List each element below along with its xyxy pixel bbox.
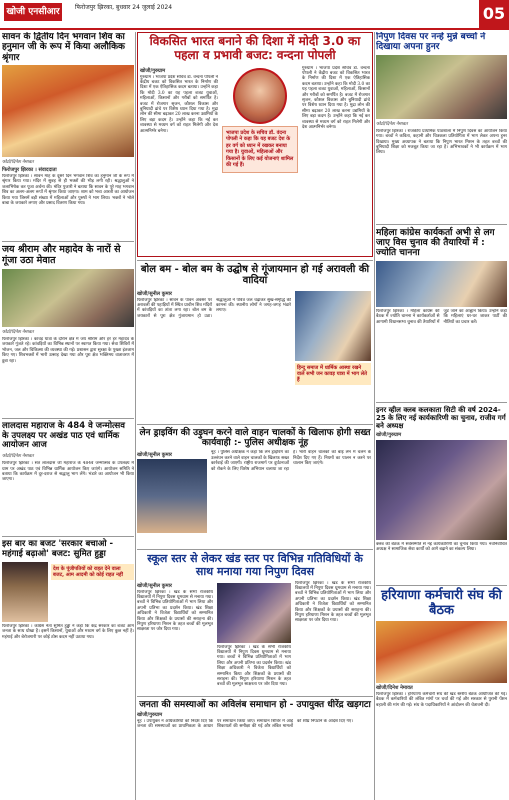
article-body-continued: फिरोजपुर झिरका । खंड के सभी राजकीय विद्यालयों में निपुण दिवस धूमधाम से मनाया गया। बच्चों ने विभिन्न प्रतियोगिताओं में भाग लिया और अपनी प्रतिभा का प्रदर्शन किया। खंड शिक्षा अधिकारी ने विजेता विद्यार्थियों को सम्मानित किया और शिक्षकों के प्रयासों की सराहना की। निपुण हरियाणा मिशन के तहत बच्चों की मूलभूत साक्षरता पर जोर दिया गया। xyxy=(217,644,291,688)
headline: इनर व्हील क्लब कलकाता सिटी की वर्ष 2024-25 के लिए नई कार्यकारिणी का चुनाव, राजीव गर्ग बने अध्यक्ष xyxy=(376,405,506,430)
byline: खोजी/गुरुग्राम xyxy=(140,67,166,74)
pull-quote: हिन्दू समाज में धार्मिक आस्था रखने वाले सभी जन कावड़ यात्रा में भाग लेते हैं xyxy=(295,363,371,386)
officer-photo xyxy=(137,459,207,533)
masthead xyxy=(0,0,509,30)
headline: निपुण दिवस पर नन्हे मुन्ने बच्चों ने दिखाया अपना हुनर xyxy=(376,32,486,53)
photo-caption: फोटो/दिनेश नेमावत xyxy=(2,329,34,335)
news-photo xyxy=(217,583,291,643)
headline: जय श्रीराम और महादेव के नारों से गूंजा उठा मेवात xyxy=(2,244,121,266)
portrait-photo xyxy=(2,562,48,622)
divider xyxy=(137,696,373,697)
news-photo xyxy=(376,440,507,540)
byline: खोजी/सुनील कुमार xyxy=(137,582,172,589)
byline: फिरोजपुर झिरका । संवाददाता xyxy=(2,167,57,174)
article-body: नूंह । पुलिस अधीक्षक ने कहा कि लेन ड्राइविंग का उल्लंघन करने वाले वाहन चालकों के खिलाफ सख्त कार्रवाई की जाएगी। राष्ट्रीय राजमार्ग पर दुर्घटनाओं को रोकने के लिए विशेष अभियान चलाया जा रहा है। भारी वाहन चालकों को बाईं लेन में चलने के निर्देश दिए गए हैं। नियमों का पालन न करने पर चालान किए जाएंगे। xyxy=(211,450,371,472)
news-photo xyxy=(2,269,134,327)
divider xyxy=(2,241,134,242)
headline: जनता की समस्याओं का अविलंब समाधान हो - उपायुक्त धीरेंद्र खड़गटा xyxy=(139,699,371,710)
byline: खोजी/गुरुग्राम xyxy=(137,711,163,718)
pull-quote: देश के पूंजीपतियों को राहत देने वाला बजट, आम आदमी को कोई राहत नहीं xyxy=(51,564,134,581)
article-body: फिरोजपुर झिरका । संत लालदास जी महाराज के 484वें जन्मोत्सव के उपलक्ष्य में धाम पर अखंड पाठ एवं विभिन्न धार्मिक आयोजन किए जाएंगे। आयोजन समिति ने बताया कि कार्यक्रम में दूर-दराज से श्रद्धालु भाग लेंगे। भंडारे का आयोजन भी किया जाएगा। xyxy=(2,461,134,483)
article-body: क्लब की बैठक में सर्वसम्मति से नई कार्यकारिणी का चुनाव किया गया। नवनिर्वाचित अध्यक्ष ने सामाजिक सेवा कार्यों को आगे बढ़ाने का संकल्प लिया। xyxy=(376,541,507,553)
newspaper-logo: खोजी एनसीआर xyxy=(4,3,62,21)
column-center xyxy=(137,32,373,800)
divider xyxy=(376,585,507,586)
divider xyxy=(2,536,134,537)
divider xyxy=(137,549,373,550)
photo-caption: फोटो/दिनेश नेमावत xyxy=(2,160,34,166)
news-photo xyxy=(376,621,507,683)
divider xyxy=(137,424,373,425)
byline: खोजी/दिनेश नेमावत xyxy=(376,684,413,691)
headline: बोल बम - बोल बम के उद्घोष से गूंजायमान हो गई अरावली की वादियां xyxy=(140,263,370,287)
headline: विकसित भारत बनाने की दिशा में मोदी 3.0 का पहला व प्रभावी बजट: वन्दना पोपली xyxy=(149,34,361,62)
news-photo xyxy=(376,261,507,307)
divider xyxy=(376,402,507,403)
headline: लालदास महाराज के 484 वे जन्मोत्सव के उपलक्ष्य पर अखंड पाठ एवं धार्मिक आयोजन आज xyxy=(2,420,125,451)
article-body: फिरोजपुर झिरका । कांग्रेस नेता सुमित हुड्डा ने कहा कि केंद्र सरकार का बजट आम जनता के साथ धोखा है। इसमें किसानों, युवाओं और मध्यम वर्ग के लिए कुछ नहीं है। महंगाई और बेरोजगारी पर कोई ठोस कदम नहीं उठाया गया। xyxy=(2,623,134,640)
pull-quote: भाजपा प्रदेश के सचिव डॉ. वंदना पोपली ने कहा कि यह बजट देश के हर वर्ग को ध्यान में रखकर बनाया गया है। युवाओं, महिलाओं और किसानों के लिए कई योजनाएं शामिल की गई हैं। xyxy=(222,126,298,173)
article-body-continued: गुरुग्राम । भाजपा प्रदेश सचिव डॉ. वन्दना पोपली ने केंद्रीय बजट को विकसित भारत के निर्माण की दिशा में एक ऐतिहासिक कदम बताया। उन्होंने कहा कि मोदी 3.0 का यह पहला बजट युवाओं, महिलाओं, किसानों और गरीबों को समर्पित है। बजट में रोजगार सृजन, कौशल विकास और बुनियादी ढांचे पर विशेष ध्यान दिया गया है। मुद्रा लोन की सीमा बढ़ाकर 20 लाख करना उद्यमियों के लिए बड़ा कदम है। उन्होंने कहा कि नई कर व्यवस्था से मध्यम वर्ग को राहत मिलेगी और देश आत्मनिर्भर बनेगा। xyxy=(302,65,370,131)
lead-story xyxy=(137,32,373,257)
article-body: गुरुग्राम । भाजपा प्रदेश सचिव डॉ. वन्दना पोपली ने केंद्रीय बजट को विकसित भारत के निर्माण की दिशा में एक ऐतिहासिक कदम बताया। उन्होंने कहा कि मोदी 3.0 का यह पहला बजट युवाओं, महिलाओं, किसानों और गरीबों को समर्पित है। बजट में रोजगार सृजन, कौशल विकास और बुनियादी ढांचे पर विशेष ध्यान दिया गया है। मुद्रा लोन की सीमा बढ़ाकर 20 लाख करना उद्यमियों के लिए बड़ा कदम है। उन्होंने कहा कि नई कर व्यवस्था से मध्यम वर्ग को राहत मिलेगी और देश आत्मनिर्भर बनेगा। xyxy=(140,74,218,134)
byline: खोजी/गुरुग्राम xyxy=(376,431,402,438)
divider xyxy=(137,260,373,261)
issue-info: फिरोजपुर झिरका, बुधवार 24 जुलाई 2024 xyxy=(75,4,173,11)
article-body: फिरोजपुर झिरका । हरियाणा कर्मचारी संघ की खंड स्तरीय बैठक आयोजित की गई। बैठक में कर्मचारियों की लंबित मांगों पर चर्चा की गई और सरकार से पुरानी पेंशन बहाली की मांग की गई। संघ के पदाधिकारियों ने आंदोलन की चेतावनी दी। xyxy=(376,691,507,708)
article-body-continued: फिरोजपुर झिरका । खंड के सभी राजकीय विद्यालयों में निपुण दिवस धूमधाम से मनाया गया। बच्चों ने विभिन्न प्रतियोगिताओं में भाग लिया और अपनी प्रतिभा का प्रदर्शन किया। खंड शिक्षा अधिकारी ने विजेता विद्यार्थियों को सम्मानित किया और शिक्षकों के प्रयासों की सराहना की। निपुण हरियाणा मिशन के तहत बच्चों की मूलभूत साक्षरता पर जोर दिया गया। xyxy=(295,580,371,624)
byline: खोजी/सुनील कुमार xyxy=(137,452,172,459)
article-body: फिरोजपुर झिरका । सावन के पावन अवसर पर अरावली की पहाड़ियों में स्थित प्राचीन शिव मंदिरों में कांवड़ियों का तांता लगा रहा। बोल बम के जयकारों से पूरा क्षेत्र गुंजायमान हो उठा। श्रद्धालुओं ने पवित्र जल चढ़ाकर सुख-समृद्धि की कामना की। स्थानीय लोगों ने जगह-जगह भंडारे लगाए। xyxy=(137,297,291,319)
article-body: फिरोजपुर झिरका । कांवड़ यात्रा के दौरान क्षेत्र में जय श्रीराम और हर हर महादेव के जयकारे गूंजते रहे। कांवड़ियों का विभिन्न स्थानों पर स्वागत किया गया। सेवा शिविरों में भोजन, जल और चिकित्सा की व्यवस्था की गई। प्रशासन द्वारा सुरक्षा के पुख्ता इंतजाम किए गए। शिवभक्तों में भारी उत्साह देखा गया और पूरा क्षेत्र भक्तिमय वातावरण में डूबा रहा। xyxy=(2,336,134,364)
article-body: फिरोजपुर झिरका । सावन माह के दूसरे दिन भगवान शिव का हनुमान जी के रूप में श्रृंगार किया गया। मंदिर में सुबह से ही भक्तों की भीड़ लगी रही। श्रद्धालुओं ने जलाभिषेक कर पूजा अर्चना की। मंदिर पुजारी ने बताया कि सावन के पूरे माह भगवान शिव का अलग-अलग रूपों में श्रृंगार किया जाएगा। शाम को भव्य आरती का आयोजन किया गया जिसमें बड़ी संख्या में महिलाओं और पुरुषों ने भाग लिया। भक्तों ने भोले बाबा के जयकारे लगाए और प्रसाद वितरण किया गया। xyxy=(2,174,134,207)
article-body: फिरोजपुर झिरका । खंड के सभी राजकीय विद्यालयों में निपुण दिवस धूमधाम से मनाया गया। बच्चों ने विभिन्न प्रतियोगिताओं में भाग लिया और अपनी प्रतिभा का प्रदर्शन किया। खंड शिक्षा अधिकारी ने विजेता विद्यार्थियों को सम्मानित किया और शिक्षकों के प्रयासों की सराहना की। निपुण हरियाणा मिशन के तहत बच्चों की मूलभूत साक्षरता पर जोर दिया गया। xyxy=(137,589,213,633)
divider xyxy=(2,418,134,419)
column-rule xyxy=(374,32,375,800)
headline: हरियाणा कर्मचारी संघ की बैठक xyxy=(381,587,502,618)
news-photo xyxy=(295,291,371,361)
headline: लेन ड्राइविंग की उड़ुघन करने वाले वाहन चालकों के खिलाफ होगी सख्त कार्यवाही :- पुलिस अधीक्षक नूंह xyxy=(139,427,371,448)
column-rule xyxy=(135,32,136,800)
photo-caption: फोटो/दिनेश नेमावत xyxy=(2,454,34,460)
portrait-photo xyxy=(233,68,287,124)
column-right xyxy=(376,32,507,800)
headline: स्कूल स्तर से लेकर खंड स्तर पर विभिन्न गतिविधियों के साथ मनाया गया निपुण दिवस xyxy=(147,552,363,578)
news-photo xyxy=(2,65,134,157)
divider xyxy=(376,224,507,225)
headline: सावन के द्वितीय दिन भगवान शिव का हनुमान जी के रूप में किया अलौकिक श्रृंगार xyxy=(2,32,125,63)
column-left xyxy=(2,32,134,800)
headline: महिला कांग्रेस कार्यकर्ता अभी से लग जाए विस चुनाव की तैयारियों में : ज्योति चानना xyxy=(376,227,495,259)
article-body: फिरोजपुर झिरका । महिला कांग्रेस की बैठक में ज्योति चानना ने कार्यकर्ताओं से आगामी विधानसभा चुनाव की तैयारियों में जुट जाने का आह्वान किया। उन्होंने कहा कि महिलाएं घर-घर जाकर पार्टी की नीतियों का प्रचार करें। xyxy=(376,308,507,325)
photo-caption: फोटो/दिनेश नेमावत xyxy=(376,121,408,127)
article-body: फिरोजपुर झिरका । राजकीय प्राथमिक पाठशाला में निपुण दिवस का आयोजन किया गया। बच्चों ने कविता, कहानी और चित्रकला प्रतियोगिता में भाग लेकर अपना हुनर दिखाया। मुख्य अध्यापक ने बताया कि निपुण भारत मिशन के तहत बच्चों की बुनियादी शिक्षा को मजबूत किया जा रहा है। अभिभावकों ने भी कार्यक्रम में भाग लिया। xyxy=(376,128,507,156)
byline: खोजी/सुनील कुमार xyxy=(137,290,172,297)
headline: इस बार का बजट 'सरकार बचाओ - महंगाई बढ़ाओ' बजट: सुमित हुड्डा xyxy=(2,539,114,559)
article-body: नूंह । उपायुक्त ने अधिकारियों को निर्देश दिए कि जनता की समस्याओं का प्राथमिकता के आधार पर समाधान किया जाए। समाधान शिविर में आई शिकायतों की समीक्षा की गई और लंबित मामलों को शीघ्र निपटाने के आदेश दिए गए। xyxy=(137,718,353,730)
news-photo xyxy=(376,55,507,119)
page-number: 05 xyxy=(479,0,509,28)
